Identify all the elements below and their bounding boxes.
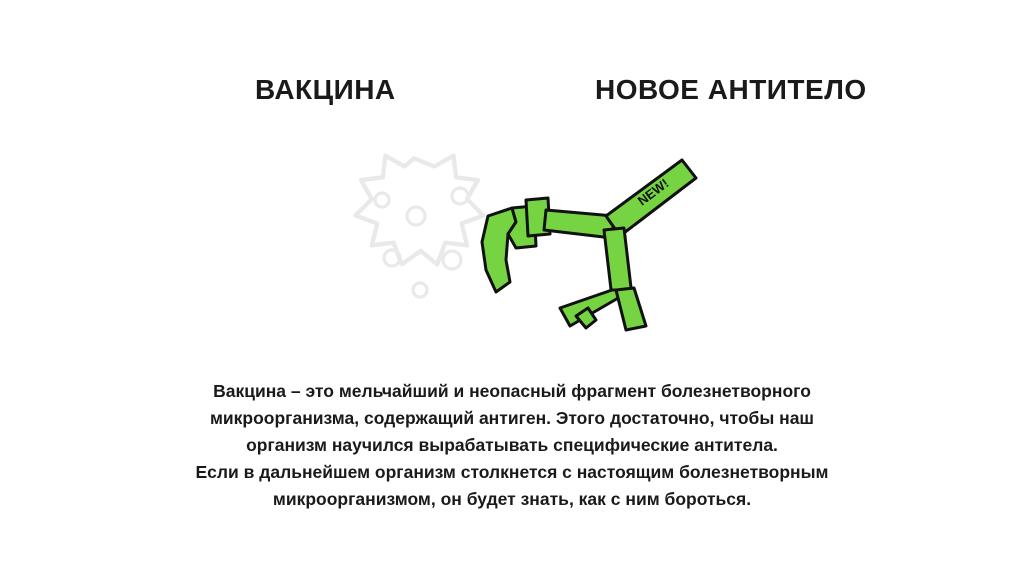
caption-line-4: Если в дальнейшем организм столкнется с настоящим болезнетворным [195,461,829,482]
caption-text [112,378,912,513]
caption-line-5: микроорганизмом, он будет знать, как с ним бороться. [272,488,752,509]
label-vaccine: ВАКЦИНА [255,74,396,105]
caption-line-3: организм научился вырабатывать специфические антитела. [246,434,778,455]
label-antibody: НОВОЕ АНТИТЕЛО [595,74,867,105]
illustration-group [320,130,740,370]
new-tag-label: NEW! [634,175,672,209]
caption-line-1: Вакцина – это мельчайший и неопасный фрагмент болезнетворного [213,381,811,401]
antibody-icon [526,160,696,330]
virus-outline-icon [356,156,484,297]
caption-line-2: микроорганизма, содержащий антиген. Этого достаточно, чтобы наш [209,407,815,428]
